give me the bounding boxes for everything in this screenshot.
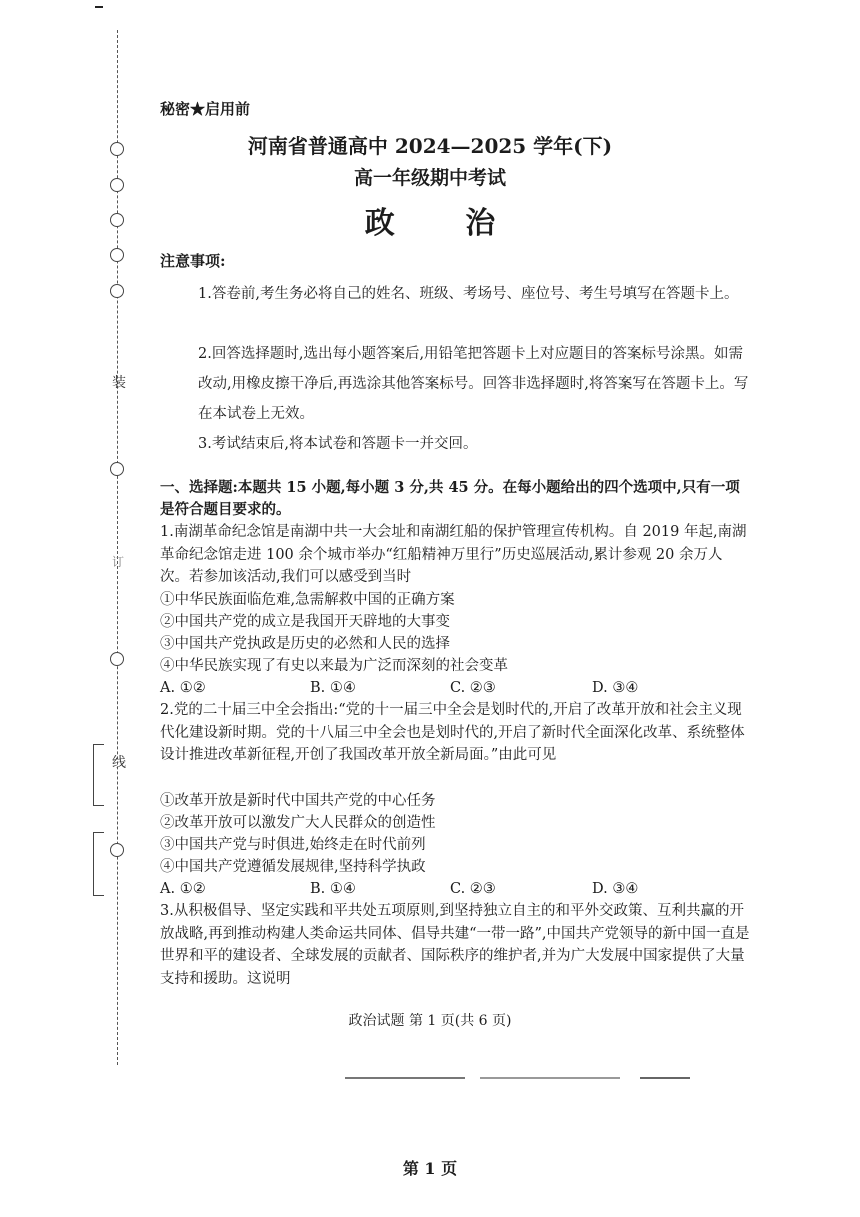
question-option: ④中华民族实现了有史以来最为广泛而深刻的社会变革 — [160, 658, 508, 674]
cut-label: 订 — [112, 555, 125, 569]
binding-ring — [110, 652, 124, 666]
question-option: ①中华民族面临危难,急需解救中国的正确方案 — [160, 592, 455, 608]
question-option: ①改革开放是新时代中国共产党的中心任务 — [160, 793, 436, 809]
binding-ring — [110, 843, 124, 857]
margin-bracket — [93, 744, 104, 806]
line-label: 线 — [112, 755, 126, 771]
question-stem: 1.南湖革命纪念馆是南湖中共一大会址和南湖红船的保护管理宣传机构。自 2019 年起,南湖革命纪念馆走进 100 余个城市举办“红船精神万里行”历史巡展活动,累计参观 20 余万人次。若参加该活动,我们可以感受到当时 — [160, 524, 747, 585]
choice-c: C. ②③ — [450, 881, 496, 897]
binding-ring — [110, 462, 124, 476]
choice-a: A. ①② — [160, 680, 206, 696]
question-option: ③中国共产党执政是历史的必然和人民的选择 — [160, 636, 450, 652]
notice-item: 2.回答选择题时,选出每小题答案后,用铅笔把答题卡上对应题目的答案标号涂黑。如需改动,用橡皮擦干净后,再选涂其他答案标号。回答非选择题时,将答案写在答题卡上。写在本试卷上无效。 — [198, 346, 749, 422]
scan-artifact — [480, 1077, 620, 1079]
binding-ring — [110, 284, 124, 298]
exam-subtitle: 高一年级期中考试 — [353, 167, 506, 189]
binding-label: 装 — [112, 375, 126, 391]
scan-artifact — [345, 1077, 465, 1079]
page-footer: 政治试题 第 1 页(共 6 页) — [348, 1013, 512, 1029]
secret-label: 秘密★启用前 — [160, 100, 251, 118]
scan-artifact — [640, 1077, 690, 1079]
notice-heading: 注意事项: — [160, 252, 226, 270]
question-option: ②中国共产党的成立是我国开天辟地的大事变 — [160, 614, 450, 630]
choice-d: D. ③④ — [592, 680, 639, 696]
question-option: ④中国共产党遵循发展规律,坚持科学执政 — [160, 859, 426, 875]
notice-item: 3.考试结束后,将本试卷和答题卡一并交回。 — [198, 436, 478, 452]
binding-ring — [110, 248, 124, 262]
question-option: ③中国共产党与时俱进,始终走在时代前列 — [160, 837, 426, 853]
question-stem: 3.从积极倡导、坚定实践和平共处五项原则,到坚持独立自主的和平外交政策、互利共赢的开放战略,再到推动构建人类命运共同体、倡导共建“一带一路”,中国共产党领导的新中国一直是世界和平的建设者、全球发展的贡献者、国际秩序的维护者,并为广大发展中国家提供了大量支持和援助。这说明 — [160, 903, 750, 987]
choice-d: D. ③④ — [592, 881, 639, 897]
notice-item: 1.答卷前,考生务必将自己的姓名、班级、考场号、座位号、考生号填写在答题卡上。 — [198, 286, 739, 302]
choice-b: B. ①④ — [310, 680, 356, 696]
page-number: 第 1 页 — [402, 1159, 458, 1178]
subject-title: 政 治 — [364, 206, 526, 241]
choice-c: C. ②③ — [450, 680, 496, 696]
choice-a: A. ①② — [160, 881, 206, 897]
section-heading: 一、选择题:本题共 15 小题,每小题 3 分,共 45 分。在每小题给出的四个选项中,只有一项是符合题目要求的。 — [160, 479, 740, 518]
corner-mark — [95, 6, 103, 8]
question-option: ②改革开放可以激发广大人民群众的创造性 — [160, 815, 436, 831]
exam-title: 河南省普通高中 2024—2025 学年(下) — [247, 134, 613, 158]
margin-bracket — [93, 832, 104, 896]
choice-b: B. ①④ — [310, 881, 356, 897]
question-stem: 2.党的二十届三中全会指出:“党的十一届三中全会是划时代的,开启了改革开放和社会主义现代化建设新时期。党的十八届三中全会也是划时代的,开启了新时代全面深化改革、系统整体设计推进改革新征程,开创了我国改革开放全新局面。”由此可见 — [160, 702, 745, 763]
